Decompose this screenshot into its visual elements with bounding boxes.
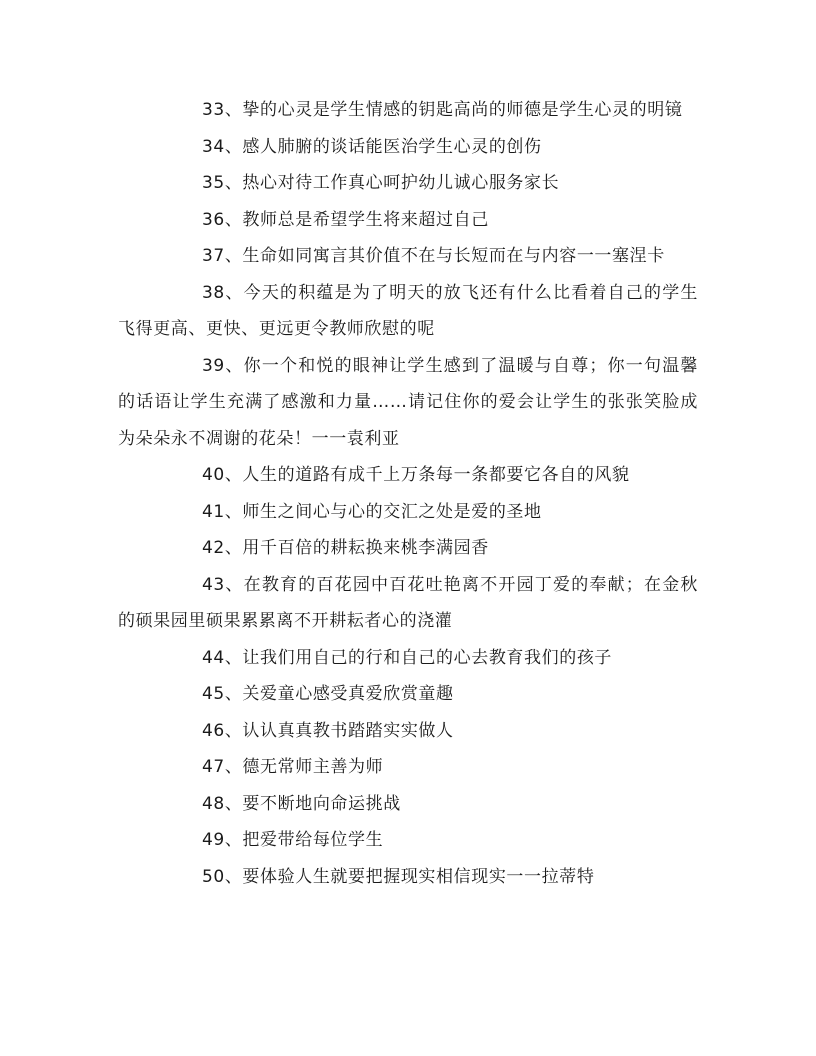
paragraph-39: 39、你一个和悦的眼神让学生感到了温暖与自尊；你一句温馨的话语让学生充满了感激和力量……请记住你的爱会让学生的张张笑脸成为朵朵永不凋谢的花朵！一一袁利亚 xyxy=(118,355,698,449)
paragraph-44: 44、让我们用自己的行和自己的心去教育我们的孩子 xyxy=(202,647,613,668)
paragraph-33: 33、挚的心灵是学生情感的钥匙高尚的师德是学生心灵的明镜 xyxy=(202,100,683,120)
paragraph-49: 49、把爱带给每位学生 xyxy=(202,830,384,850)
paragraph-41: 41、师生之间心与心的交汇之处是爱的圣地 xyxy=(202,501,542,522)
paragraph-46: 46、认认真真教书踏踏实实做人 xyxy=(202,720,454,741)
paragraph-47: 47、德无常师主善为师 xyxy=(202,757,384,777)
paragraph-43: 43、在教育的百花园中百花吐艳离不开园丁爱的奉献；在金秋的硕果园里硕果累累离不开耕耘者心的浇灌 xyxy=(118,574,698,631)
paragraph-34: 34、感人肺腑的谈话能医治学生心灵的创伤 xyxy=(202,136,542,157)
paragraph-42: 42、用千百倍的耕耘换来桃李满园香 xyxy=(202,538,489,558)
paragraph-40: 40、人生的道路有成千上万条每一条都要它各自的风貌 xyxy=(202,465,630,485)
paragraph-37: 37、生命如同寓言其价值不在与长短而在与内容一一塞涅卡 xyxy=(202,246,665,266)
paragraph-48: 48、要不断地向命运挑战 xyxy=(202,793,401,814)
paragraph-45: 45、关爱童心感受真爱欣赏童趣 xyxy=(202,684,454,704)
document-body xyxy=(118,92,698,895)
paragraph-36: 36、教师总是希望学生将来超过自己 xyxy=(202,209,489,230)
paragraph-50: 50、要体验人生就要把握现实相信现实一一拉蒂特 xyxy=(202,866,595,887)
paragraph-38: 38、今天的积蕴是为了明天的放飞还有什么比看着自己的学生飞得更高、更快、更远更令教师欣慰的呢 xyxy=(118,282,698,339)
paragraph-35: 35、热心对待工作真心呵护幼儿诚心服务家长 xyxy=(202,173,560,193)
